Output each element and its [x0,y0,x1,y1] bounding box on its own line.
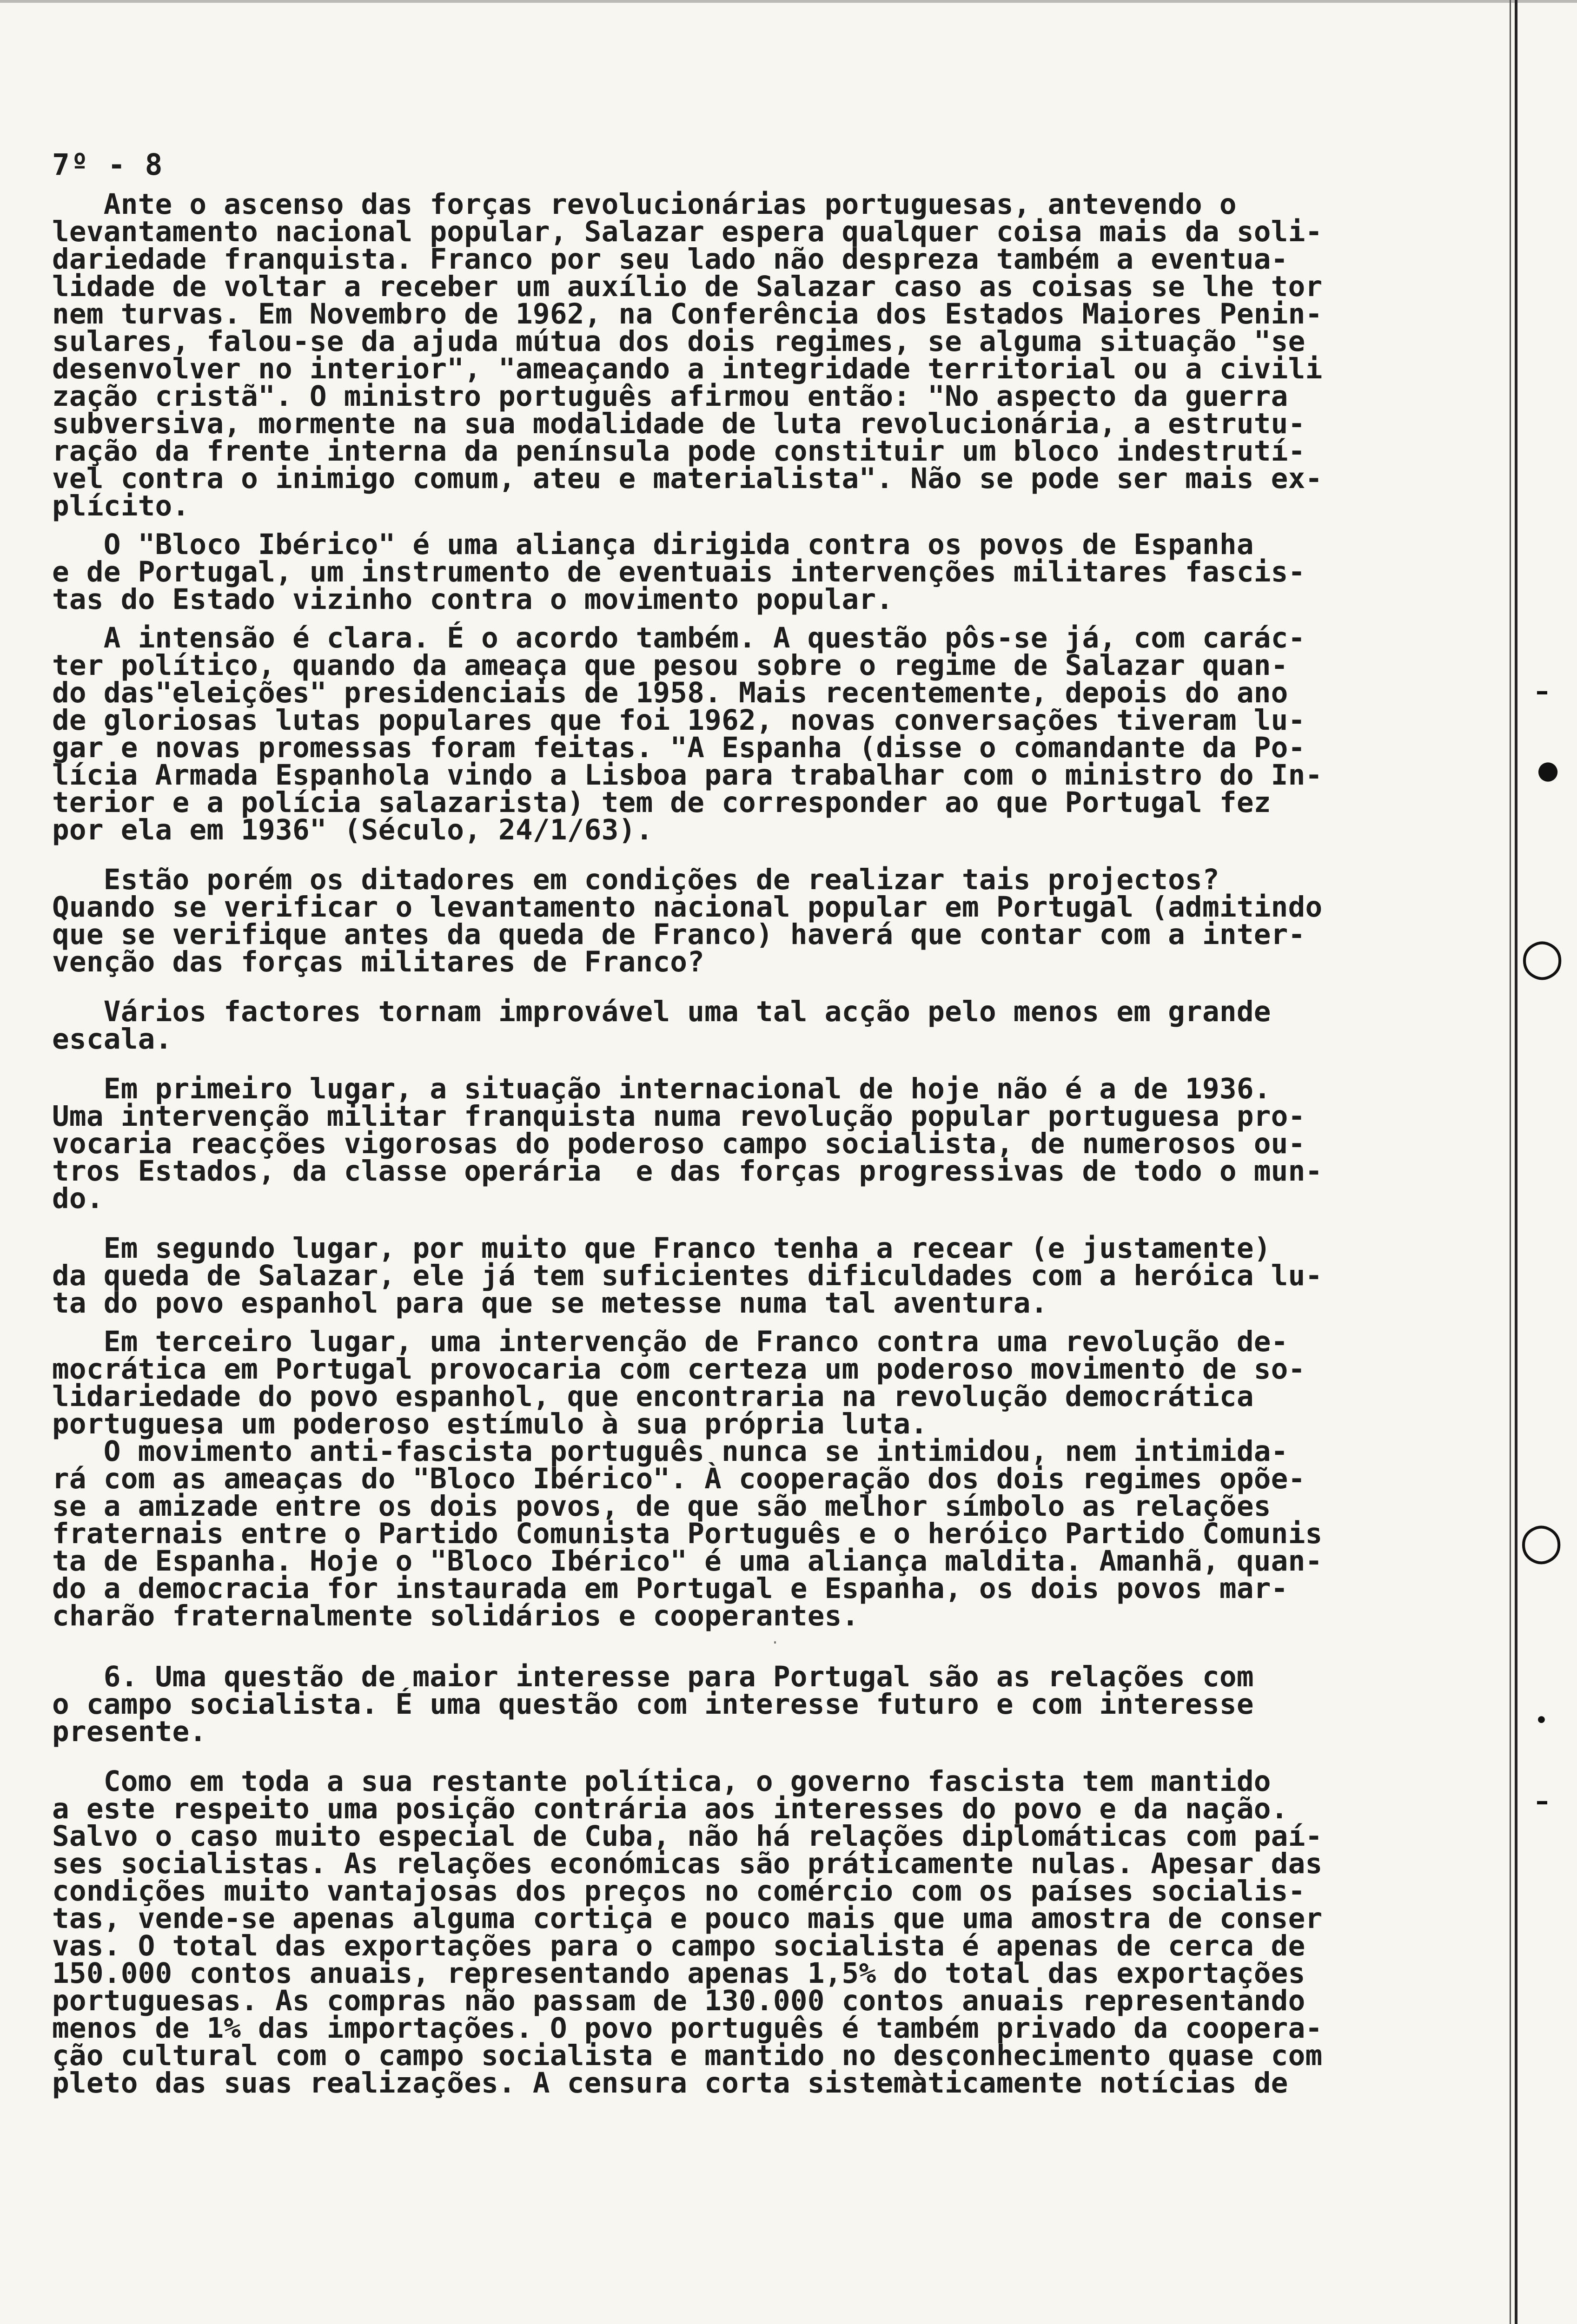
paragraph-gap [52,844,1428,866]
punch-hole-ring: ○ [1519,1512,1564,1570]
paragraph-5: Vários factores tornam improvável uma tal acção pelo menos em grande escala. [52,995,1271,1056]
paragraph-7: Em segundo lugar, por muito que Franco tenha a recear (e justamente) da queda de Salazar, ele já tem suficientes dificuldades com a heróica lu- ta do povo espanhol para que se metesse numa tal aventura. [52,1232,1323,1320]
right-margin-line-inner [1510,0,1511,2324]
paragraph-10: Como em toda a sua restante política, o governo fascista tem mantido a este respeito uma posição contrária aos interesses do povo e da nação. Salvo o caso muito especial de Cuba, não há relações diplomáticas com paí- ses socialistas. As relações económicas são práticamente nulas. Apesar das condições muito vantajosas dos preços no comércio com os países socialis- tas, vende-se apenas alguma cortiça e pouco mais que uma amostra de conser vas. O total das exportações para o campo socialista é apenas de cerca de 150.000 contos anuais, representando apenas 1,5% do total das exportações portuguesas. As compras não passam de 130.000 contos anuais representando menos de 1% das importações. O povo português é também privado da coopera- ção cultural com o campo socialista e mantido no desconhecimento quase com pleto das suas realizações. A censura corta sistemàticamente notícias de [52,1765,1323,2100]
paper-speck: · [772,1632,778,1653]
typed-text-body [52,188,1428,2100]
margin-dash-mark: – [1536,676,1549,706]
page-number: 7º - 8 [52,148,164,182]
paragraph-3: A intensão é clara. É o acordo também. A questão pôs-se já, com carác- ter político, quando da ameaça que pesou sobre o regime de Salazar quan- do das"eleições" presidenciais de 1958. Mais recentemente, depois do ano de gloriosas lutas populares que foi 1962, novas conversações tiveram lu- gar e novas promessas foram feitas. "A Espanha (disse o comandante da Po- lícia Armada Espanhola vindo a Lisboa para trabalhar com o ministro do In- terior e a polícia salazarista) tem de corresponder ao que Portugal fez por ela em 1936" (Século, 24/1/63). [52,621,1323,846]
right-margin-line [1515,0,1517,2324]
punch-hole-ring: ○ [1520,928,1564,986]
paragraph-9: 6. Uma questão de maior interesse para Portugal são as relações com o campo socialista. É uma questão com interesse futuro e com interesse presente. [52,1660,1254,1748]
paragraph-2: O "Bloco Ibérico" é uma aliança dirigida contra os povos de Espanha e de Portugal, um instrumento de eventuais intervenções militares fascis- tas do Estado vizinho contra o movimento popular. [52,528,1305,616]
margin-dot-mark: ● [1537,755,1559,785]
paragraph-gap [52,1745,1428,1768]
paragraph-6: Em primeiro lugar, a situação internacional de hoje não é a de 1936. Uma intervenção militar franquista numa revolução popular portuguesa pro- vocaria reacções vigorosas do poderoso campo socialista, de numerosos ou- tros Estados, da classe operária e das forças progressivas de todo o mun- do. [52,1072,1323,1215]
paragraph-gap [52,976,1428,998]
paragraph-1: Ante o ascenso das forças revolucionárias portuguesas, antevendo o levantamento nacional popular, Salazar espera qualquer coisa mais da soli- dariedade franquista. Franco por seu lado não despreza também a eventua- lidade de voltar a receber um auxílio de Salazar caso as coisas se lhe tor nem turvas. Em Novembro de 1962, na Conferência dos Estados Maiores Penin- sulares, falou-se da ajuda mútua dos dois regimes, se alguma situação "se desenvolver no interior", "ameaçando a integridade territorial ou a civili zação cristã". O ministro português afirmou então: "No aspecto da guerra subversiva, mormente na sua modalidade de luta revolucionária, a estrutu- ração da frente interna da península pode constituir um bloco indestrutí- vel contra o inimigo comum, ateu e materialista". Não se pode ser mais ex- plícito. [52,188,1323,522]
paragraph-gap [52,1053,1428,1075]
paragraph-4: Estão porém os ditadores em condições de realizar tais projectos? Quando se verificar o levantamento nacional popular em Portugal (admitindo que se verifique antes da queda de Franco) haverá que contar com a inter- venção das forças militares de Franco? [52,863,1323,978]
margin-dash-mark: – [1536,1786,1549,1816]
top-edge-rule [0,0,1577,3]
paragraph-gap [52,1212,1428,1235]
paragraph-8: Em terceiro lugar, uma intervenção de Franco contra uma revolução de- mocrática em Portugal provocaria com certeza um poderoso movimento de so- lidariedade do povo espanhol, que encontraria na revolução democrática portuguesa um poderoso estímulo à sua própria luta. O movimento anti-fascista português nunca se intimidou, nem intimida- rá com as ameaças do "Bloco Ibérico". À cooperação dos dois regimes opõe- se a amizade entre os dois povos, de que são melhor símbolo as relações fraternais entre o Partido Comunista Português e o heróico Partido Comunis ta de Espanha. Hoje o "Bloco Ibérico" é uma aliança maldita. Amanhã, quan- do a democracia for instaurada em Portugal e Espanha, os dois povos mar- charão fraternalmente solidários e cooperantes. [52,1325,1323,1632]
margin-dot-mark: • [1535,1709,1548,1731]
section-gap [52,1630,1428,1663]
